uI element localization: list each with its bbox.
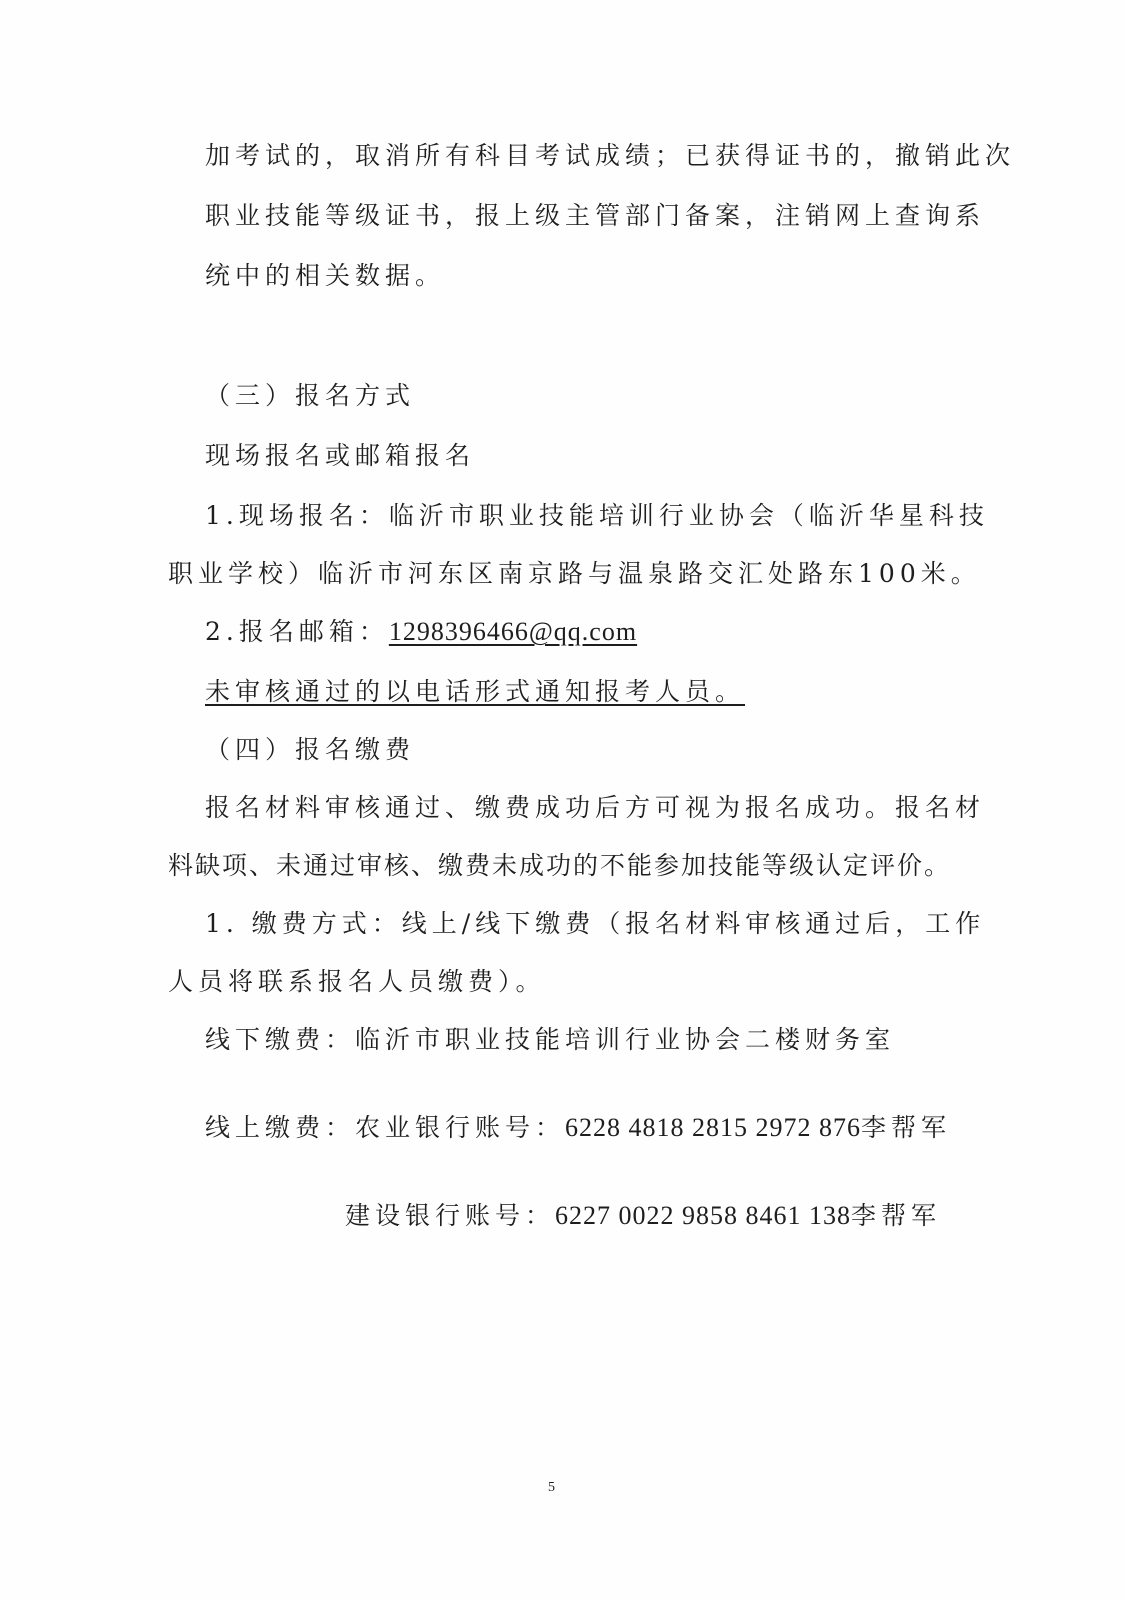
text-line: 线下缴费：临沂市职业技能培训行业协会二楼财务室 — [205, 1025, 896, 1054]
ccb-account-number: 6227 0022 9858 8461 138 — [555, 1201, 852, 1230]
text-line: 现场报名或邮箱报名 — [205, 441, 476, 470]
notice-text: 未审核通过的以电话形式通知报考人员。 — [205, 677, 746, 706]
text-line: 职业学校）临沂市河东区南京路与温泉路交汇处路东100米。 — [168, 559, 981, 588]
text-line: 人员将联系报名人员缴费）。 — [168, 967, 546, 996]
abc-account-line: 线上缴费：农业银行账号：6228 4818 2815 2972 876李帮军 — [205, 1113, 952, 1142]
text-line: 料缺项、未通过审核、缴费未成功的不能参加技能等级认定评价。 — [168, 851, 952, 880]
text-line: 统中的相关数据。 — [205, 261, 446, 290]
text-line: 1.现场报名：临沂市职业技能培训行业协会（临沂华星科技 — [205, 501, 989, 530]
email-label: 2.报名邮箱： — [205, 617, 389, 646]
text-line: 加考试的，取消所有科目考试成绩；已获得证书的，撤销此次 — [205, 141, 1016, 170]
ccb-account-line: 建设银行账号：6227 0022 9858 8461 138李帮军 — [345, 1201, 942, 1230]
abc-account-number: 6228 4818 2815 2972 876 — [565, 1113, 862, 1142]
section-heading: （三）报名方式 — [205, 381, 416, 410]
email-link[interactable]: 1298396466@qq.com — [388, 617, 638, 646]
page-number: 5 — [548, 1480, 555, 1495]
text-line: 职业技能等级证书，报上级主管部门备案，注销网上查询系 — [205, 201, 986, 230]
text-line: 1. 缴费方式：线上/线下缴费（报名材料审核通过后，工作 — [205, 909, 986, 938]
section-heading: （四）报名缴费 — [205, 735, 416, 764]
text-line: 报名材料审核通过、缴费成功后方可视为报名成功。报名材 — [205, 793, 986, 822]
email-line — [205, 616, 637, 648]
